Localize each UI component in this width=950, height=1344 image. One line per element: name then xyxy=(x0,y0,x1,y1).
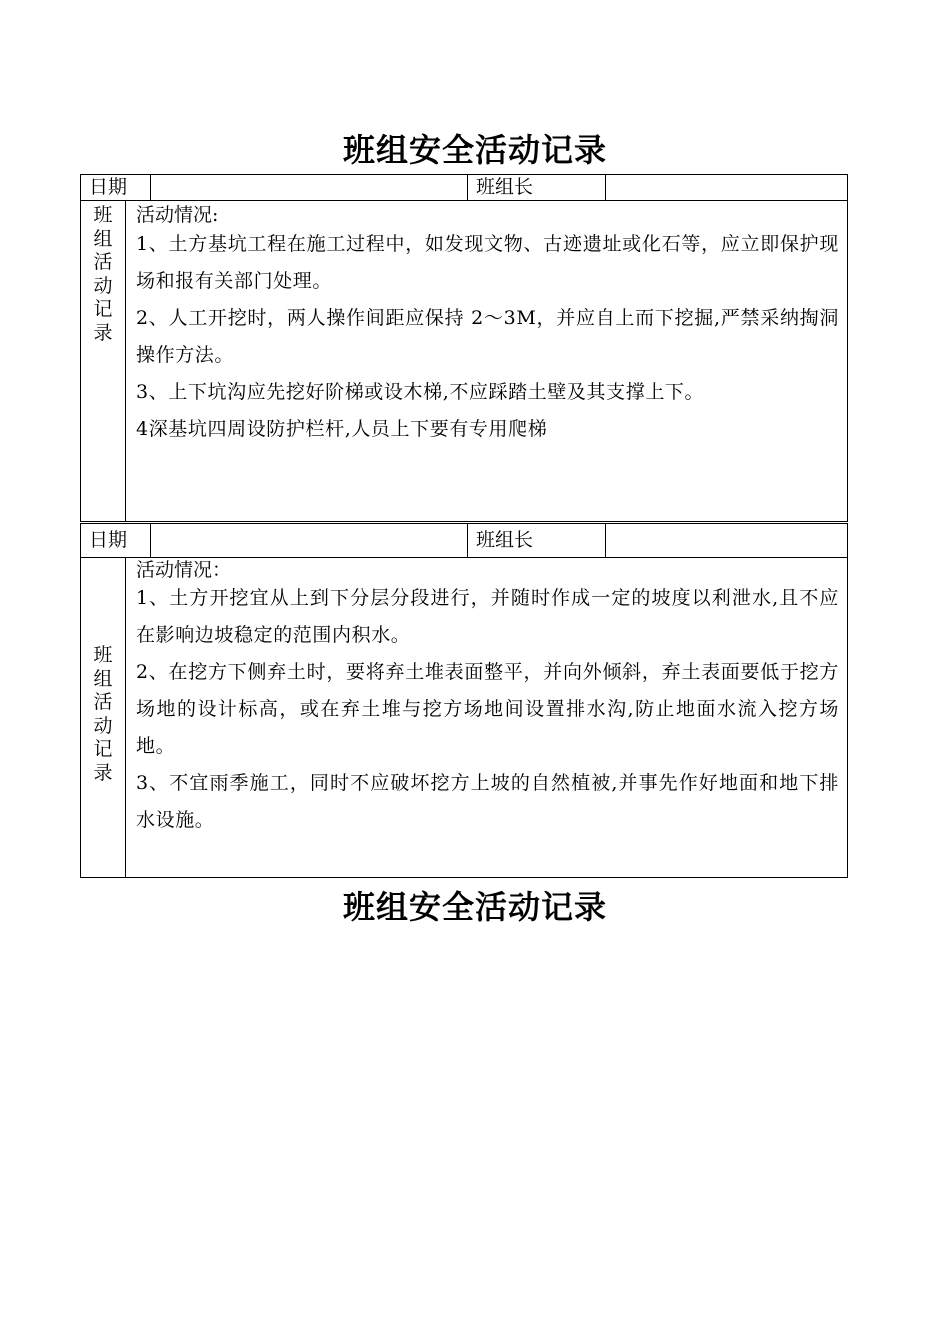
activity-item: 1、土方基坑工程在施工过程中，如发现文物、古迹遗址或化石等，应立即保护现场和报有关部门处理。 xyxy=(136,233,840,292)
side-label-char: 动 xyxy=(93,274,113,297)
date-label: 日期 xyxy=(81,524,151,558)
team-leader-value-field[interactable] xyxy=(606,175,848,201)
side-label-char: 班 xyxy=(93,204,113,226)
team-leader-label: 班组长 xyxy=(468,175,606,201)
record-header-row xyxy=(81,524,848,558)
team-leader-label: 班组长 xyxy=(468,524,606,558)
side-label xyxy=(81,558,126,878)
side-label-char: 活 xyxy=(93,691,113,713)
activity-item: 3、上下坑沟应先挖好阶梯或设木梯,不应踩踏土壁及其支撑上下。 xyxy=(136,381,705,403)
date-label: 日期 xyxy=(81,175,151,201)
page-title: 班组安全活动记录 xyxy=(342,131,607,169)
activity-item: 1、土方开挖宜从上到下分层分段进行，并随时作成一定的坡度以利泄水,且不应在影响边坡稳定的范围内积水。 xyxy=(136,587,840,646)
activity-content xyxy=(126,201,848,522)
activity-content xyxy=(126,558,848,878)
activity-record-table xyxy=(80,174,848,522)
side-label-char: 组 xyxy=(93,227,113,250)
side-label-char: 班 xyxy=(93,644,113,666)
side-label-char: 动 xyxy=(93,714,113,737)
date-value-field[interactable] xyxy=(151,524,468,558)
activity-intro: 活动情况: xyxy=(136,204,219,226)
activity-item: 2、人工开挖时，两人操作间距应保持 2～3M，并应自上而下挖掘,严禁采纳掏洞操作方法。 xyxy=(136,307,840,366)
activity-record-table xyxy=(80,523,848,878)
team-leader-value-field[interactable] xyxy=(606,524,848,558)
side-label-char: 活 xyxy=(93,251,113,273)
activity-intro: 活动情况： xyxy=(136,559,232,581)
page-title: 班组安全活动记录 xyxy=(342,888,607,926)
date-value-field[interactable] xyxy=(151,175,468,201)
side-label-char: 记 xyxy=(93,738,113,760)
side-label-char: 组 xyxy=(93,667,113,690)
activity-item: 4深基坑四周设防护栏杆,人员上下要有专用爬梯 xyxy=(136,418,548,440)
activity-item: 2、在挖方下侧弃土时，要将弃土堆表面整平，并向外倾斜，弃土表面要低于挖方场地的设计标高，或在弃土堆与挖方场地间设置排水沟,防止地面水流入挖方场地。 xyxy=(136,661,840,757)
activity-item: 3、不宜雨季施工，同时不应破坏挖方上坡的自然植被,并事先作好地面和地下排水设施。 xyxy=(136,772,840,831)
record-body-row xyxy=(81,201,848,522)
side-label xyxy=(81,201,126,522)
record-body-row xyxy=(81,558,848,878)
record-header-row xyxy=(81,175,848,201)
side-label-char: 录 xyxy=(93,321,113,344)
side-label-char: 录 xyxy=(93,761,113,784)
side-label-char: 记 xyxy=(93,298,113,320)
